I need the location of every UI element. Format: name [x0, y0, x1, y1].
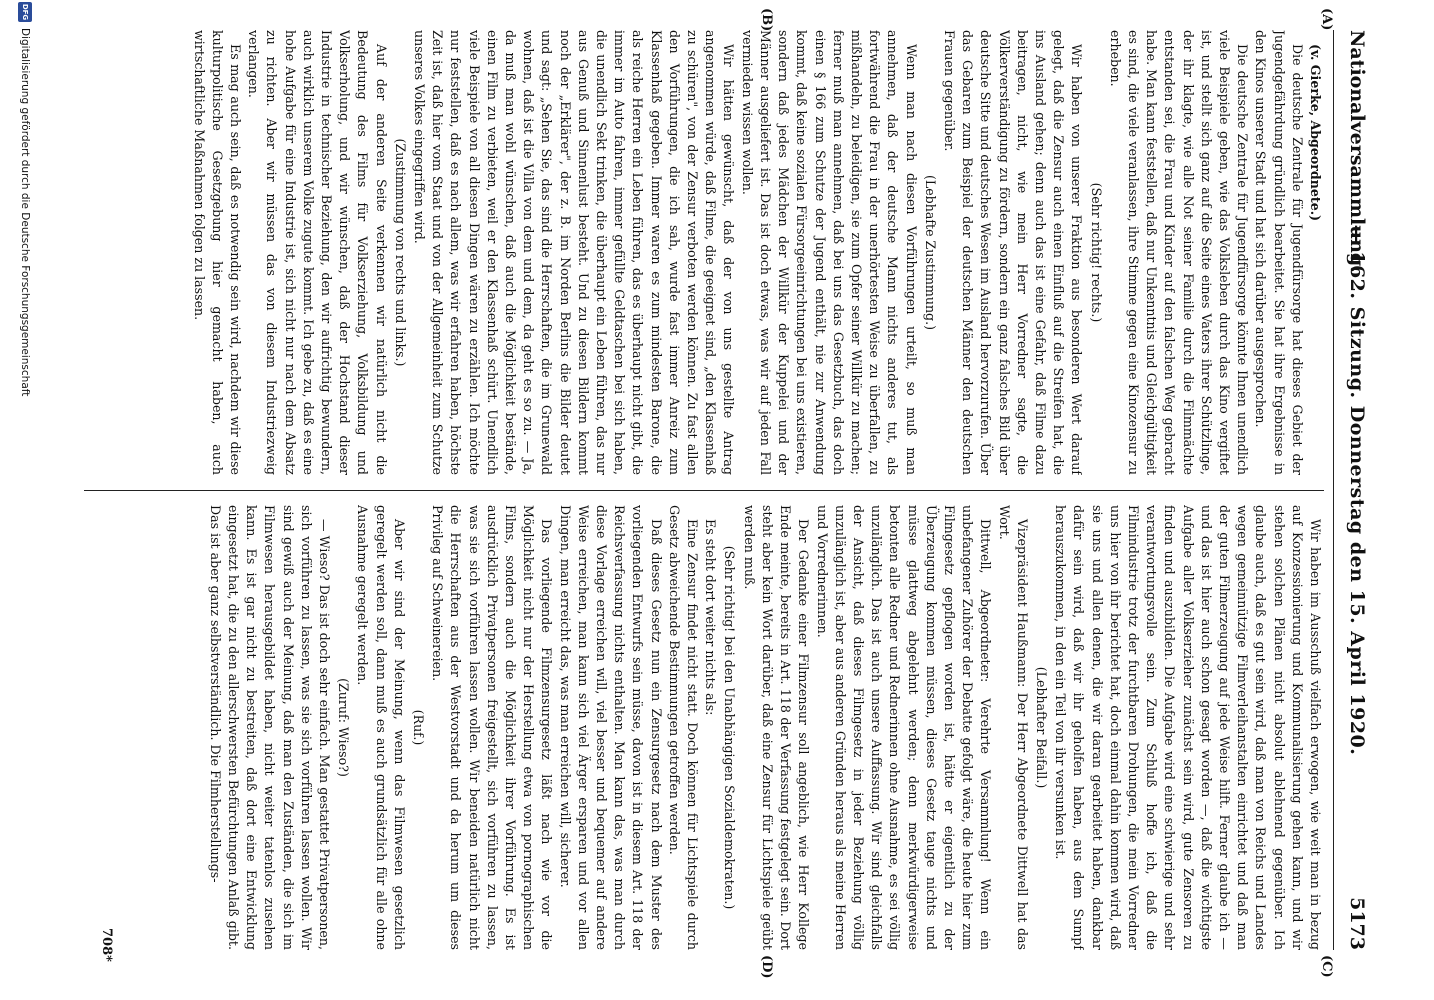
margin-mark-c: (C) [1319, 955, 1334, 978]
paragraph: Es mag auch sein, daß es notwendig sein wird, nachdem wir diese kulturpolitische Gesetzgebung hier gemacht haben, auch wirtschaftliche Maßnahmen folgen zu lassen. [191, 30, 244, 475]
interjection: (Ruf.) [411, 709, 427, 746]
header-center: — 162. Sitzung. Donnerstag den 15. April 1920. [1346, 224, 1368, 756]
paragraph: Wir haben von unserer Fraktion aus besonderen Wert darauf gelegt, daß die Zensur auch einen Einfluß auf die Streifen hat, die ins Ausland gehen; denn auch das ist eine Gefahr, daß Filme dazu beitragen, nicht, wie mein Herr Vorredner sagte, die Völkerverständigung zu fördern, sondern ein ganz falsches Bild über deutsche Sitte und deutsches Wesen im Ausland hervorzurufen. Über das Gebaren zum Beispiel der deutschen Männer den deutschen Frauen gegenüber. [941, 30, 1085, 475]
quotation: Eine Zensur findet nicht statt. Doch können für Lichtspiele durch Gesetz abweichende Bestimmungen getroffen werden. [666, 505, 701, 950]
paragraph: Die deutsche Zentrale für Jugendfürsorge könnte Ihnen unendlich viele Beispiele geben, wie das Volksleben durch das Kino vergiftet ist, und stellt sich ganz auf die Seite eines Vaters ihrer Schützlinge, der ihr klagte, wie alle Not seiner Familie durch die Filmmächte entstanden sei, die Frau und Kinder auf den falschen Weg gebracht habe. Man kann feststellen, daß nur Unkenntnis und Gleichgültigkeit es sind, die viele veranlassen, ihre Stimme gegen eine Kinozensur zu erheben. [1107, 30, 1251, 475]
dfg-logo-icon: DFG [18, 2, 32, 22]
paragraph: Es steht dort weiter nichts als: [703, 519, 719, 716]
paragraph: Wenn man nach diesen Vorführungen urteilt, so muß man annehmen, daß der deutsche Mann nichts anderes tut, als fortwährend die Frau in der unerhörtesten Weise zu überfallen, zu mißhandeln, zu beleidigen, sie zum Opfer seiner Willkür zu machen; ferner muß man annehmen, daß bei uns das Gesetzbuch, das doch einen § 166 zum Schutze der Jugend enthält, nie zur Anwendung kommt, daß keine sozialen Fürsorgeeinrichtungen bei uns existieren, sondern daß jedes Mädchen der Willkür der Kuppelei und der Männer ausgeliefert ist. Das ist doch etwas, was wir auf jeden Fall vermieden wissen wollen. [739, 30, 919, 475]
paragraph: Wir hätten gewünscht, daß der von uns gestellte Antrag angenommen würde, daß Filme, die geeignet sind, „den Klassenhaß zu schüren", von der Zensur verboten werden können. Zu fast allen den Vorführungen, die ich sah, wurde fast immer Anreiz zum Klassenhaß gegeben. Immer waren es zum mindesten Barone, die als reiche Herren ein Leben führen, das es überhaupt nicht gibt, die immer im Auto fahren, immer gefüllte Geldtaschen bei sich haben, die unendlich Sekt trinken, die überhaupt ein Leben führen, das nur aus Genuß und Sinnenlust besteht. Und zu diesen Bildern kommt noch der „Erklärer", der z. B. im Norden Berlins die Bilder deutet und sagt: „Sehen Sie, das sind die Herrschaften, die im Grunewald wohnen, daß ist die Villa von dem und dem, da geht es so zu. — Ja, da muß man wohl wünschen, daß auch die Möglichkeit bestände, einen Film zu verbieten, weil er den Klassenhaß schürt. Unendlich viele Beispiele von all diesen Dingen wären zu erzählen. Ich möchte nur feststellen, daß es nach allem, was wir erfahren haben, höchste Zeit ist, daß hier vom Staat und von der Allgemeinheit zum Schutze unseres Volkes eingegriffen wird. [412, 30, 737, 475]
interjection: (Zustimmung von rechts und links.) [392, 138, 408, 367]
paragraph: (v. Gierke, Abgeordnete.) [1308, 44, 1323, 222]
interjection: (Sehr richtig! bei den Unabhängigen Sozialdemokraten.) [722, 545, 738, 910]
newspaper-page [64, 8, 1374, 979]
interjection: (Lebhafter Beifall.) [1033, 666, 1049, 789]
paragraph: Aber wir sind der Meinung, wenn das Filmwesen gesetzlich geregelt werden soll, dann muß es auch grundsätzlich für alle ohne Ausnahme geregelt werden. [355, 505, 407, 950]
interjection: (Sehr richtig! rechts.) [1088, 182, 1104, 323]
digitization-strip [11, 0, 39, 1000]
paragraph: Die deutsche Zentrale für Jugendfürsorge hat dieses Gebiet der Jugendgefährdung gründlich bearbeitet. Sie hat ihre Ergebnisse in den Kinos unserer Stadt und hat sich darüber ausgesprochen. [1253, 30, 1305, 475]
paragraph: Auf der anderen Seite verkennen wir natürlich nicht die Bedeutung des Films für Volkserziehung, Volksbildung und Volkserholung, und wir wünschen, daß der Hochstand dieser Industrie in technischer Beziehung, den wir aufrichtig bewundern, auch wirklich unserem Volke zugute kommt. Ich gebe zu, daß es eine hohe Aufgabe für eine Industrie ist, sich nicht nur nach dem Absatz zu richten. Aber wir müssen das von diesem Industriezweig verlangen. [246, 30, 389, 475]
page-header [1333, 30, 1374, 950]
paragraph: — Wieso? Das ist doch sehr einfach. Man gestattet Privatpersonen, sich vorführen zu lassen, was sie sich vorführen lassen wollen. Wir sind gewiß auch der Meinung, daß man den Zuständen, die sich im Filmwesen herausgebildet haben, nicht weiter tatenlos zusehen kann. Es ist gar nicht zu bestreiten, daß dort eine Entwicklung eingesetzt hat, die zu den allerschwersten Befürchtungen Anlaß gibt. Das ist aber ganz selbstverständlich. Die Filmherstellungs- [207, 505, 333, 950]
right-column [84, 505, 1324, 950]
margin-mark-d: (D) [759, 955, 774, 979]
paragraph: Der Gedanke einer Filmzensur soll angeblich, wie Herr Kollege Ende meinte, bereits in Art. 118 der Verfassung festgelegt sein. Dort steht aber kein Wort darüber, daß eine Zensur für Lichtspiele geübt werden muß. [741, 505, 812, 950]
paragraph: Dittwell, Abgeordneter: Verehrte Versammlung! Wenn ein unbefangener Zuhörer der Debatte gefolgt wäre, die heute hier zum Filmgesetz gepflogen worden ist, hätte er eigentlich zu der Überzeugung kommen müssen, dieses Gesetz tauge nichts und müsse glattweg abgelehnt werden; denn merkwürdigerweise betonten alle Redner und Rednerinnen ohne Ausnahme, es sei völlig unzulänglich. Das ist auch unsere Auffassung. Wir sind gleichfalls der Ansicht, daß dieses Filmgesetz in jeder Beziehung völlig unzulänglich ist, aber aus anderen Gründen heraus als meine Herren und Vorrednerinnen. [814, 505, 994, 950]
left-column [84, 30, 1324, 475]
margin-mark-b: (B) [759, 8, 774, 32]
page-number: 5173 [1346, 897, 1368, 950]
paragraph: Daß dieses Gesetz nun ein Zensurgesetz nach dem Muster des vorliegenden Entwurfs sein müsse, davon ist in diesem Art. 118 der Reichsverfassung nichts enthalten. Man kann das, was man durch diese Vorlage erreichen will, viel besser und bequemer auf andere Weise erreichen, man kann sich viel Ärger ersparen und vor allen Dingen, man erreicht das, was man erreichen will, sicherer. [557, 505, 664, 950]
paragraph: Wir haben im Ausschuß vielfach erwogen, wie weit man in bezug auf Konzessionierung und Kommunalisierung gehen kann, und wir stehen solchen Plänen nicht absolut ablehnend gegenüber. Ich glaube auch, daß es gut sein wird, daß man von Reichs und Landes wegen gemeinnützige Filmverleihanstalten einrichtet und daß man der guten Filmerzeugung auf jede Weise hilft. Ferner glaube ich — und das ist hier auch schon gesagt worden —, daß die wichtigste Aufgabe aller Volkserzieher zunächst sein wird, gute Zensoren zu finden und auszubilden. Die Aufgabe wird eine schwierige und sehr verantwortungsvolle sein. Zum Schluß hoffe ich, daß die Filmindustrie trotz der furchtbaren Drohungen, die mein Vorredner uns hier von ihr berichtet hat, doch einmal dahin kommen wird, daß sie uns und allen denen, die wir daran gearbeitet haben, dankbar dafür sein wird, daß wir ihr geholfen haben, aus dem Sumpf herauszukommen, in den ein Teil von ihr versunken ist. [1053, 505, 1323, 950]
digitization-note: Digitalisierung gefördert durch die Deutsche Forschungsgemeinschaft [19, 28, 31, 397]
paragraph: Das vorliegende Filmzensurgesetz läßt nach wie vor die Möglichkeit nicht nur der Herstellung etwa von pornographischen Films, sondern auch die Möglichkeit ihrer Vorführung. Es ist ausdrücklich Privatpersonen freigestellt, sich vorführen zu lassen, was sie sich vorführen lassen wollen. Wir beneiden natürlich nicht die Herrschaften aus der Westvorstadt und da herum um dieses Privileg auf Schweinereien. [430, 505, 555, 950]
footer-number: 708* [99, 928, 114, 962]
margin-mark-a: (A) [1319, 8, 1334, 31]
header-left: Nationalversammlung. [1346, 30, 1368, 273]
interjection: (Zuruf: Wieso?) [336, 678, 352, 777]
paragraph: Vizepräsident Haußmann: Der Herr Abgeordnete Dittwell hat das Wort. [996, 505, 1030, 950]
interjection: (Lebhafte Zustimmung.) [922, 174, 938, 331]
column-divider [84, 490, 1324, 491]
